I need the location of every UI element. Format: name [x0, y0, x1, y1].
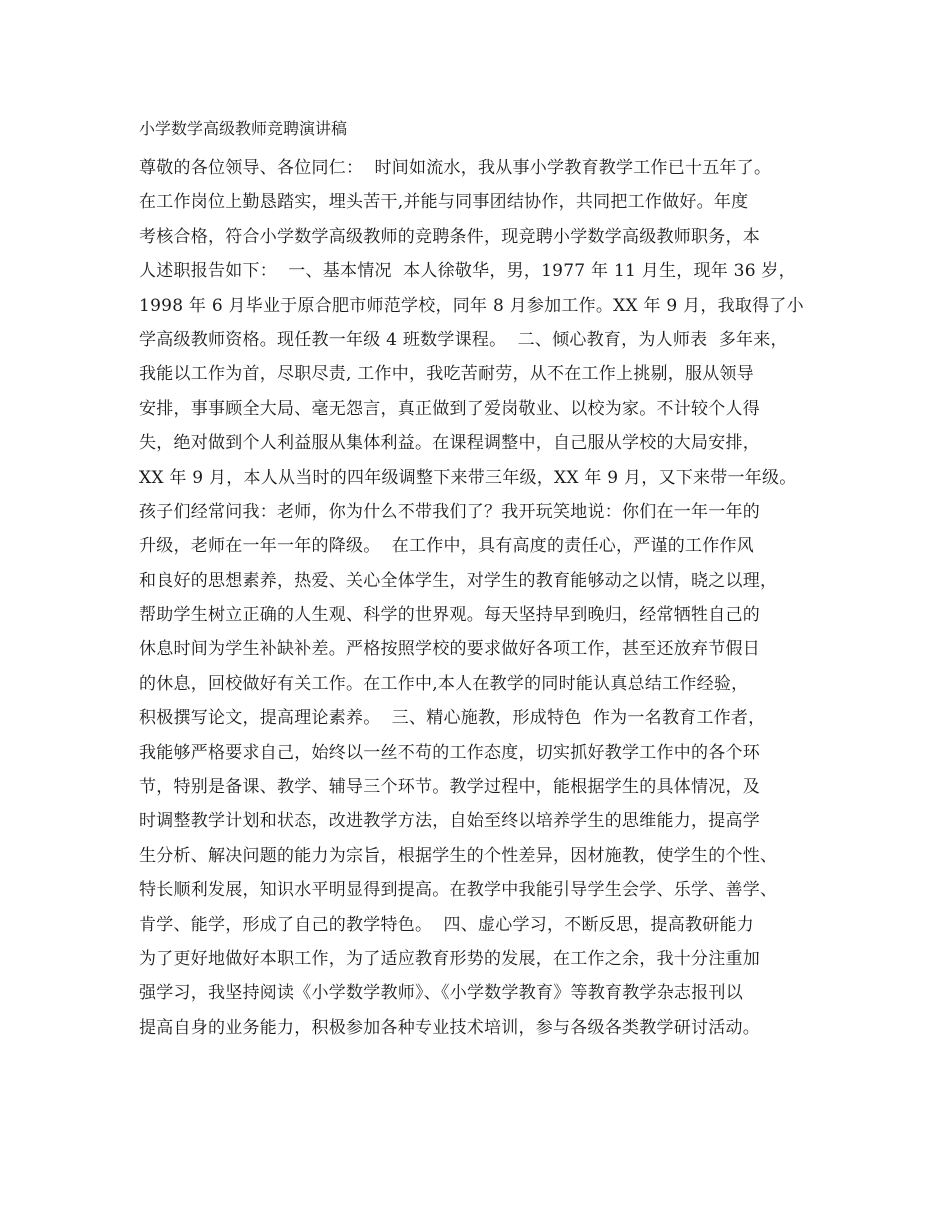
document-body	[139, 151, 829, 1045]
body-line: 为了更好地做好本职工作，为了适应教育形势的发展，在工作之余，我十分注重加	[139, 948, 760, 969]
body-line: 考核合格，符合小学数学高级教师的竞聘条件，现竞聘小学数学高级教师职务，本	[139, 226, 760, 247]
body-line: 孩子们经常问我：老师，你为什么不带我们了？我开玩笑地说：你们在一年一年的	[139, 501, 760, 522]
body-line: 强学习，我坚持阅读《小学数学教师》、《小学数学教育》等教育教学杂志报刊以	[139, 983, 743, 1004]
body-line: 生分析、解决问题的能力为宗旨，根据学生的个性差异，因材施教，使学生的个性、	[139, 845, 778, 866]
body-line: 特长顺利发展，知识水平明显得到提高。在教学中我能引导学生会学、乐学、善学、	[139, 880, 778, 901]
body-line: 肯学、能学，形成了自己的教学特色。 四、虚心学习，不断反思，提高教研能力	[139, 914, 755, 935]
body-line: 尊敬的各位领导、各位同仁： 时间如流水，我从事小学教育教学工作已十五年了。	[139, 158, 772, 178]
body-line: 学高级教师资格。现任教一年级 4 班数学课程。 二、倾心教育，为人师表 多年来，	[139, 329, 788, 350]
body-line: 的休息，回校做好有关工作。在工作中,本人在教学的同时能认真总结工作经验，	[139, 673, 749, 694]
body-line: 和良好的思想素养，热爱、关心全体学生，对学生的教育能够动之以情，晓之以理，	[139, 570, 778, 591]
body-line: 升级，老师在一年一年的降级。 在工作中，具有高度的责任心，严谨的工作作风	[139, 536, 755, 557]
body-line: 节，特别是备课、教学、辅导三个环节。教学过程中，能根据学生的具体情况，及	[139, 777, 760, 798]
body-line: 时调整教学计划和状态，改进教学方法，自始至终以培养学生的思维能力，提高学	[139, 811, 760, 832]
body-line: 我能以工作为首，尽职尽责, 工作中，我吃苦耐劳，从不在工作上挑剔，服从领导	[139, 364, 755, 385]
body-line: 休息时间为学生补缺补差。严格按照学校的要求做好各项工作，甚至还放弃节假日	[139, 639, 760, 660]
body-line: 1998 年 6 月毕业于原合肥市师范学校，同年 8 月参加工作。XX 年 9 月，我取得了小	[139, 295, 804, 316]
body-line: 人述职报告如下： 一、基本情况 本人徐敬华，男，1977 年 11 月生，现年 36 岁，	[139, 261, 796, 282]
body-line: 我能够严格要求自己，始终以一丝不苟的工作态度，切实抓好教学工作中的各个环	[139, 742, 760, 763]
body-line: 提高自身的业务能力，积极参加各种专业技术培训，参与各级各类教学研讨活动。	[139, 1017, 760, 1038]
body-line: 安排，事事顾全大局、毫无怨言，真正做到了爱岗敬业、以校为家。不计较个人得	[139, 398, 760, 419]
body-line: XX 年 9 月，本人从当时的四年级调整下来带三年级，XX 年 9 月，又下来带一年级。	[139, 467, 797, 488]
body-line: 帮助学生树立正确的人生观、科学的世界观。每天坚持早到晚归，经常牺牲自己的	[139, 605, 760, 626]
body-line: 在工作岗位上勤恳踏实，埋头苦干,并能与同事团结协作，共同把工作做好。年度	[139, 192, 749, 213]
body-line: 积极撰写论文，提高理论素养。 三、精心施教，形成特色 作为一名教育工作者，	[139, 708, 766, 729]
document-title: 小学数学高级教师竞聘演讲稿	[139, 119, 348, 138]
body-line: 失，绝对做到个人利益服从集体利益。在课程调整中，自己服从学校的大局安排，	[139, 433, 760, 454]
